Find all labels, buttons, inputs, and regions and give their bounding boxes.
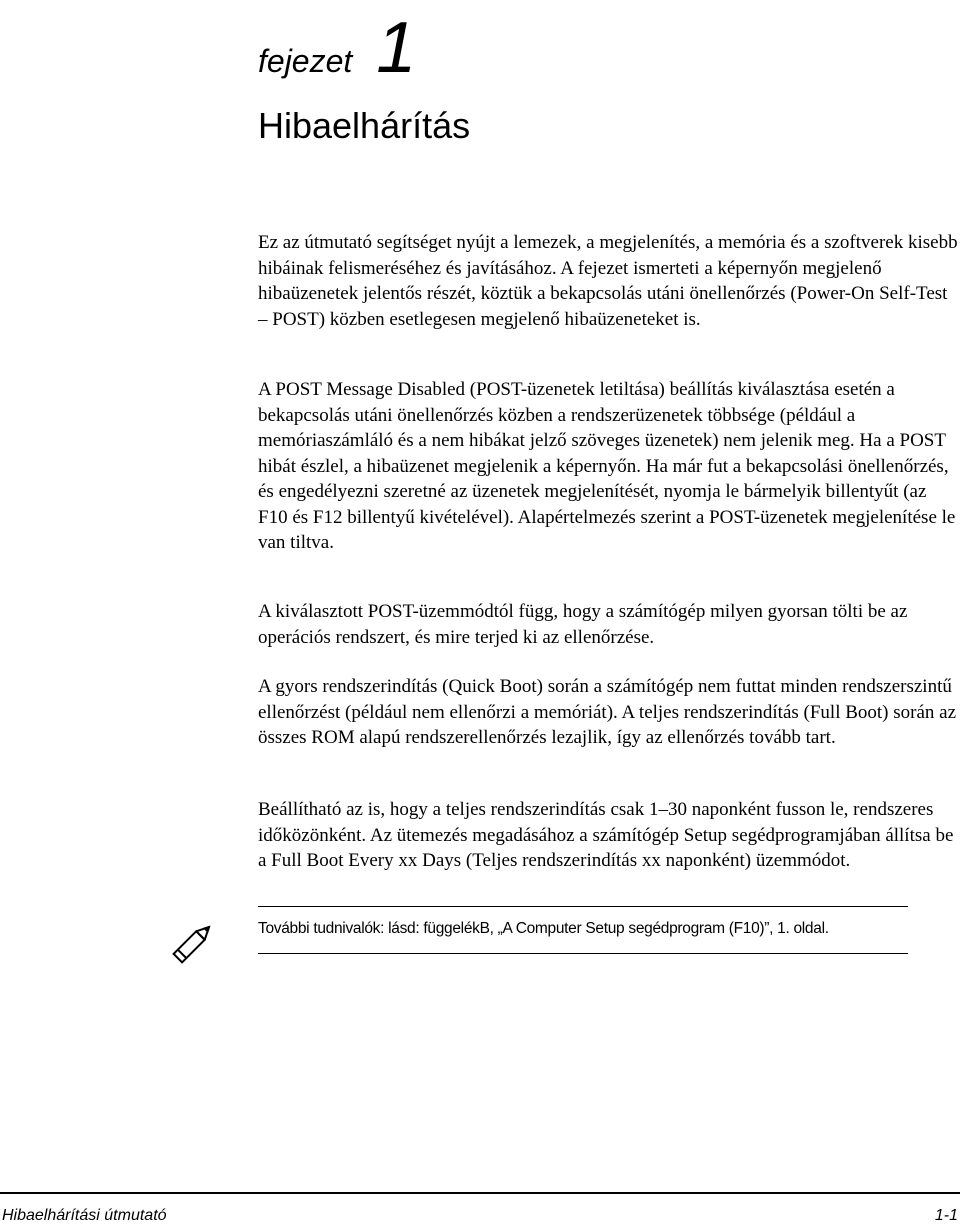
paragraph-post-message: A POST Message Disabled (POST-üzenetek letiltása) beállítás kiválasztása esetén a bekapcsolás utáni önellenőrzés közben a rendszerüzenetek többsége (például a memóriaszámláló és a nem hibákat jelző szöveges üzenetek) nem jelenik meg. Ha a POST hibát észlel, a hibaüzenet megjelenik a képernyőn. Ha már fut a bekapcsolási önellenőrzés, és engedélyezni szeretné az üzenetek megjelenítését, nyomja le bármelyik billentyűt (az F10 és F12 billentyű kivételével). Alapértelmezés szerint a POST-üzenetek megjelenítése le van tiltva. [258,379,956,553]
chapter-label [258,8,417,88]
paragraph-full-boot-schedule: Beállítható az is, hogy a teljes rendszerindítás csak 1–30 naponként fusson le, rendszeres időközönként. Az ütemezés megadásához a számítógép Setup segédprogramjában állítsa be a Full Boot Every xx Days (Teljes rendszerindítás xx naponként) üzemmódot. [258,799,954,871]
note-text: További tudnivalók: lásd: függelékB, „A Computer Setup segédprogram (F10)”, 1. oldal. [258,920,829,937]
paragraph-boot-types: A gyors rendszerindítás (Quick Boot) során a számítógép nem futtat minden rendszerszintű ellenőrzést (például nem ellenőrzi a memóriát). A teljes rendszerindítás (Full Boot) során az összes ROM alapú rendszerellenőrzés lezajlik, így az ellenőrzés tovább tart. [258,676,957,748]
footer-page-number: 1-1 [934,1207,958,1224]
footer-rule [0,1192,960,1194]
note-top-rule [258,906,908,907]
paragraph-intro: Ez az útmutató segítséget nyújt a lemezek, a megjelenítés, a memória és a szoftverek kisebb hibáinak felismeréséhez és javításához. A fejezet ismerteti a képernyőn megjelenő hibaüzenetek jelentős részét, köztük a bekapcsolás utáni önellenőrzés (Power-On Self-Test – POST) közben esetlegesen megjelenő hibaüzeneteket is. [258,232,958,330]
note-bottom-rule [258,953,908,954]
pencil-icon [166,918,218,970]
chapter-title: Hibaelhárítás [258,105,471,146]
chapter-word: fejezet [258,43,353,79]
chapter-number: 1 [376,8,417,88]
paragraph-post-mode: A kiválasztott POST-üzemmódtól függ, hogy a számítógép milyen gyorsan tölti be az operációs rendszert, és mire terjed ki az ellenőrzése. [258,601,908,648]
footer-document-title: Hibaelhárítási útmutató [2,1207,167,1224]
